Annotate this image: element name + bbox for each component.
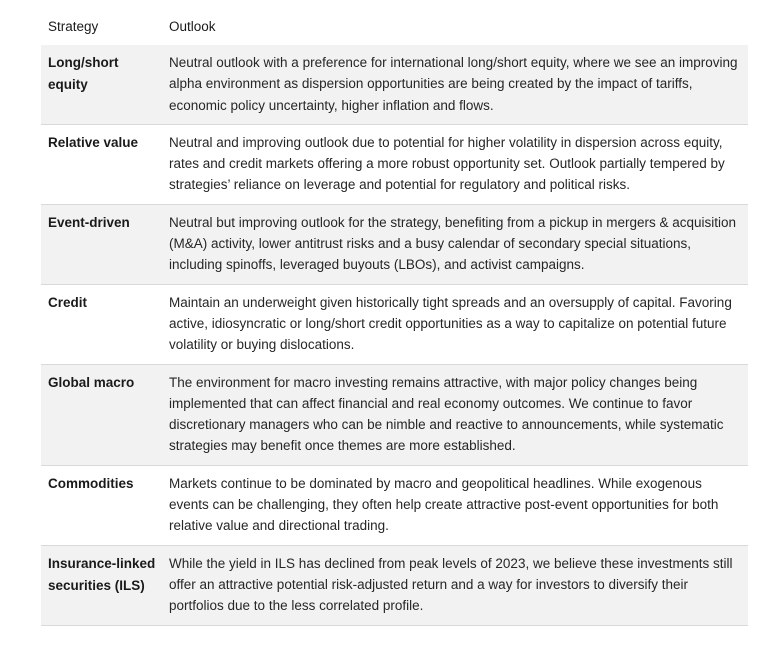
table-row [41,205,748,285]
strategy-cell: Event-driven [48,214,130,230]
strategy-cell: Insurance-linked securities (ILS) [48,555,156,593]
strategy-cell: Relative value [48,134,139,150]
outlook-cell: Neutral and improving outlook due to potential for higher volatility in dispersion across equity, rates and credit markets offering a more robust opportunity set. Outlook partially tempered by strategies’ reliance on leverage and potential for regulatory and political risks. [169,134,725,193]
outlook-cell: Neutral outlook with a preference for international long/short equity, where we see an improving alpha environment as dispersion opportunities are being created by the impact of tariffs, economic policy uncertainty, higher inflation and flows. [169,55,738,113]
strategy-cell: Long/short equity [48,55,119,92]
outlook-cell: While the yield in ILS has declined from peak levels of 2023, we believe these investments still offer an attractive potential risk-adjusted return and a way for investors to diversify their portfolios due to the less correlated profile. [169,555,733,614]
strategy-cell: Commodities [48,475,134,491]
outlook-cell: The environment for macro investing remains attractive, with major policy changes being implemented that can affect financial and real economy outcomes. We continue to favor discretionary managers who can be nimble and reactive to announcements, while systematic strategies may benefit once themes are more established. [169,374,724,454]
strategy-cell: Credit [48,294,88,310]
header-strategy: Strategy [48,19,99,34]
table-row [41,125,748,205]
table-header-row [41,10,748,45]
table-row [41,546,748,626]
strategy-outlook-table [41,10,748,626]
table-row [41,285,748,365]
table-row [41,45,748,125]
outlook-cell: Neutral but improving outlook for the strategy, benefiting from a pickup in mergers & acquisition (M&A) activity, lower antitrust risks and a busy calendar of secondary special situations, including spinoffs, leveraged buyouts (LBOs), and activist campaigns. [169,214,737,273]
outlook-cell: Maintain an underweight given historically tight spreads and an oversupply of capital. Favoring active, idiosyncratic or long/short credit opportunities as a way to capitalize on potential future volatility or buying dislocations. [169,294,732,353]
table-row [41,365,748,466]
outlook-cell: Markets continue to be dominated by macro and geopolitical headlines. While exogenous events can be challenging, they often help create attractive post-event opportunities for both relative value and directional trading. [169,475,719,534]
header-outlook: Outlook [169,19,216,34]
table-row [41,466,748,546]
strategy-cell: Global macro [48,374,135,390]
